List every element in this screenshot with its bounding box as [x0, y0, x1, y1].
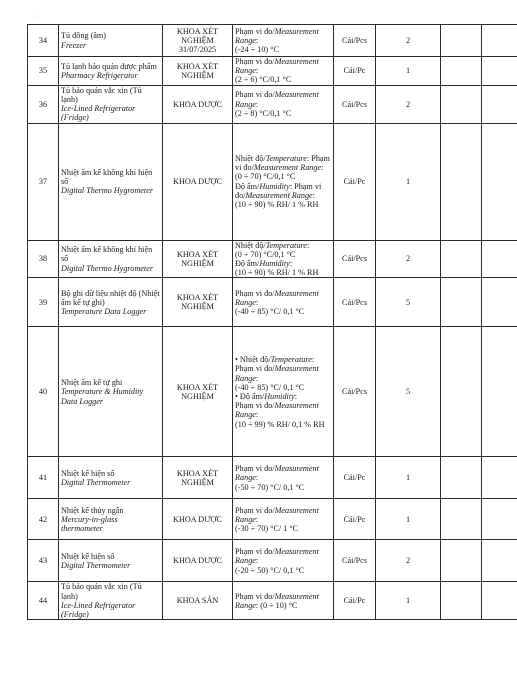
spec-text: (2 ÷ 8) °C/0,1 °C — [235, 108, 292, 118]
equipment-name — [59, 499, 163, 540]
equipment-name — [59, 25, 163, 57]
empty-cell — [441, 240, 482, 278]
spec-text: Phạm vi đo/ — [235, 547, 275, 557]
spec-text: Phạm vi đo/ — [235, 505, 275, 515]
quantity: 2 — [376, 540, 441, 582]
row-number: 44 — [28, 582, 59, 620]
table-row — [28, 25, 517, 57]
spec-text: : — [255, 297, 259, 307]
spec-text: Phạm vi đo/ — [235, 464, 275, 474]
empty-cell — [482, 499, 517, 540]
department: KHOA DƯỢC — [163, 499, 233, 540]
quantity: 1 — [376, 582, 441, 620]
unit: Cái/Pc — [334, 57, 376, 86]
table-row — [28, 240, 517, 278]
empty-cell — [482, 540, 517, 582]
department: KHOA DƯỢC — [163, 540, 233, 582]
measurement-spec — [233, 85, 334, 123]
spec-text: Humidity — [264, 391, 295, 401]
spec-text: Temperature — [265, 154, 307, 163]
equipment-name-vi: Bộ ghi dữ liệu nhiệt độ (Nhiệt ẩm kế tự ghi) — [61, 288, 160, 307]
department: KHOA XÉT NGHIỆM — [163, 57, 233, 86]
department: KHOA XÉT NGHIỆM — [163, 240, 233, 278]
equipment-name-vi: Nhiệt kế hiện số — [61, 468, 115, 478]
quantity: 5 — [376, 278, 441, 327]
equipment-name-en: Digital Thermo Hygrometer — [61, 263, 154, 273]
equipment-name-vi: Tủ đông (âm) — [61, 31, 107, 41]
empty-cell — [441, 25, 482, 57]
equipment-name-en: Digital Thermo Hygrometer — [61, 186, 154, 196]
spec-text: Measurement Range — [235, 364, 319, 383]
empty-cell — [441, 457, 482, 499]
quantity: 1 — [376, 123, 441, 240]
row-number: 41 — [28, 457, 59, 499]
spec-text: Measurement — [274, 591, 319, 601]
empty-cell — [441, 540, 482, 582]
spec-text: : — [255, 556, 259, 566]
department: KHOA XÉT NGHIỆM — [163, 457, 233, 499]
empty-cell — [482, 240, 517, 278]
empty-cell — [441, 327, 482, 457]
equipment-name — [59, 240, 163, 278]
equipment-name — [59, 278, 163, 327]
spec-text: : — [312, 190, 315, 200]
spec-text: (-20 ÷ 50) °C/ 0,1 °C — [235, 565, 305, 575]
empty-cell — [482, 457, 517, 499]
measurement-spec — [233, 25, 334, 57]
table-row — [28, 582, 517, 620]
equipment-name — [59, 582, 163, 620]
measurement-spec — [233, 123, 334, 240]
row-number: 40 — [28, 327, 59, 457]
empty-cell — [482, 327, 517, 457]
table-row — [28, 57, 517, 86]
equipment-name-en: Pharmacy Refrigerator — [61, 70, 138, 80]
spec-text: Nhiệt độ/ — [235, 240, 266, 250]
unit: Cái/Pc — [334, 499, 376, 540]
empty-cell — [482, 582, 517, 620]
spec-text: Measurement Range — [235, 505, 319, 524]
equipment-name-vi: Nhiệt ẩm kế không khí hiện số — [61, 245, 153, 264]
equipment-name-vi: Tủ lạnh bảo quản dược phẩm — [61, 61, 157, 71]
spec-text: Measurement Range — [235, 401, 319, 420]
table-row — [28, 327, 517, 457]
quantity: 1 — [376, 499, 441, 540]
quantity: 2 — [376, 85, 441, 123]
measurement-spec — [233, 582, 334, 620]
spec-text: Range — [235, 600, 256, 610]
empty-cell — [482, 278, 517, 327]
empty-cell — [441, 57, 482, 86]
spec-text: Độ ẩm/ — [235, 181, 260, 191]
equipment-name — [59, 457, 163, 499]
spec-text: : — [255, 66, 259, 76]
empty-cell — [441, 582, 482, 620]
table-row — [28, 499, 517, 540]
empty-cell — [482, 123, 517, 240]
spec-text: : — [255, 35, 259, 45]
row-number: 42 — [28, 499, 59, 540]
spec-text: : Phạm vi đo/ — [235, 181, 322, 200]
table-row — [28, 278, 517, 327]
equipment-name-vi: Nhiệt ẩm kế tự ghi — [61, 378, 123, 388]
equipment-name-en: Digital Thermometer — [61, 477, 131, 487]
row-number: 37 — [28, 123, 59, 240]
spec-text: : — [255, 410, 259, 420]
table-row — [28, 540, 517, 582]
spec-text: : Phạm vi đo/ — [235, 355, 315, 374]
measurement-spec — [233, 499, 334, 540]
equipment-name-en: Ice-Lined Refrigerator (Fridge) — [61, 600, 136, 620]
row-number: 36 — [28, 85, 59, 123]
quantity: 1 — [376, 457, 441, 499]
spec-text: : — [255, 514, 259, 524]
spec-text: Temperature — [270, 355, 312, 365]
equipment-table-body — [28, 25, 517, 620]
department: KHOA DƯỢC — [163, 123, 233, 240]
quantity: 2 — [376, 25, 441, 57]
empty-cell — [482, 57, 517, 86]
spec-text: Measurement Range — [235, 547, 319, 566]
spec-text: • Nhiệt độ/ — [235, 355, 271, 365]
measurement-spec — [233, 540, 334, 582]
table-row — [28, 85, 517, 123]
equipment-name — [59, 85, 163, 123]
spec-text: Measurement Range — [235, 464, 319, 483]
row-number: 35 — [28, 57, 59, 86]
empty-cell — [441, 85, 482, 123]
spec-text: (0 ÷ 70) °C/0,1 °C — [235, 249, 296, 259]
equipment-name-en: Mercury-in-glass thermometer — [61, 514, 118, 534]
spec-text: Humidity — [259, 259, 290, 269]
spec-text: (2 ÷ 6) °C/0,1 °C — [235, 75, 292, 85]
spec-text: : — [255, 373, 259, 383]
spec-text: Temperature — [265, 240, 307, 250]
spec-text: Phạm vi đo/ — [235, 591, 275, 601]
spec-text: Measurement Range — [235, 90, 319, 109]
empty-cell — [441, 278, 482, 327]
spec-text: (0 ÷ 70) °C/0,1 °C — [235, 172, 296, 182]
spec-text: Humidity — [259, 181, 290, 191]
equipment-table — [27, 24, 517, 620]
measurement-spec — [233, 327, 334, 457]
department: KHOA DƯỢC — [163, 85, 233, 123]
equipment-name-vi: Tủ bảo quản vắc xin (Tủ lạnh) — [61, 582, 142, 601]
equipment-name-vi: Nhiệt kế hiện số — [61, 551, 115, 561]
department: KHOA XÉT NGHIỆM — [163, 327, 233, 457]
spec-text: : — [255, 99, 259, 109]
empty-cell — [482, 85, 517, 123]
table-row — [28, 457, 517, 499]
department: KHOA XÉT NGHIỆM — [163, 278, 233, 327]
spec-text: Phạm vi đo/ — [235, 57, 275, 66]
spec-text: : — [306, 240, 310, 250]
unit: Cái/Pcs — [334, 327, 376, 457]
spec-text: : Phạm vi đo/ — [235, 154, 330, 173]
spec-text: Measurement Range — [253, 163, 322, 173]
equipment-name-en: Freezer — [61, 40, 87, 50]
spec-text: Phạm vi đo/ — [235, 288, 275, 298]
measurement-spec — [233, 457, 334, 499]
quantity: 5 — [376, 327, 441, 457]
spec-text: (-30 ÷ 70) °C/ 1 °C — [235, 524, 299, 534]
equipment-name-vi: Nhiệt ẩm kế không khí hiện số — [61, 167, 153, 186]
row-number: 39 — [28, 278, 59, 327]
spec-text: Measurement Range — [235, 26, 319, 45]
measurement-spec — [233, 57, 334, 86]
spec-text: : — [255, 473, 259, 483]
empty-cell — [482, 25, 517, 57]
spec-text: : — [321, 163, 324, 173]
measurement-spec — [233, 240, 334, 278]
department: KHOA XÉT NGHIỆM 31/07/2025 — [163, 25, 233, 57]
spec-text: • Độ ẩm/ — [235, 391, 265, 401]
unit: Cái/Pcs — [334, 85, 376, 123]
unit: Cái/Pc — [334, 123, 376, 240]
equipment-name-en: Temperature & Humidity Data Logger — [61, 387, 144, 406]
spec-text: Phạm vi đo/ — [235, 401, 275, 411]
quantity: 1 — [376, 57, 441, 86]
quantity: 2 — [376, 240, 441, 278]
spec-text: (10 ÷ 90) % RH/ 1 % RH — [235, 200, 319, 210]
measurement-spec — [233, 278, 334, 327]
spec-text: Nhiệt độ/ — [235, 154, 266, 163]
unit: Cái/Pc — [334, 457, 376, 499]
spec-text: : (0 ÷ 10) °C — [255, 600, 298, 610]
unit: Cái/Pc — [334, 582, 376, 620]
spec-text: Measurement Range — [235, 57, 319, 76]
unit: Cái/Pcs — [334, 540, 376, 582]
empty-cell — [441, 123, 482, 240]
spec-text: (-24 ÷ 10) °C — [235, 45, 279, 55]
row-number: 38 — [28, 240, 59, 278]
unit: Cái/Pcs — [334, 25, 376, 57]
equipment-name — [59, 57, 163, 86]
equipment-name-vi: Tủ bảo quản vắc xin (Tủ lạnh) — [61, 85, 142, 104]
table-row — [28, 123, 517, 240]
spec-text: Phạm vi đo/ — [235, 90, 275, 100]
spec-text: Phạm vi đo/ — [235, 26, 275, 36]
department: KHOA SẢN — [163, 582, 233, 620]
spec-text: Measurement Range — [245, 190, 313, 200]
spec-text: (10 ÷ 90) % RH/ 1 % RH — [235, 268, 319, 278]
row-number: 34 — [28, 25, 59, 57]
spec-text: (-40 ÷ 85) °C/ 0,1 °C — [235, 307, 305, 317]
scan-mark: · — [34, 14, 36, 20]
equipment-name — [59, 327, 163, 457]
equipment-name-vi: Nhiệt kế thủy ngân — [61, 505, 124, 515]
spec-text: Measurement Range — [235, 288, 319, 307]
spec-text: Độ ẩm/ — [235, 259, 260, 269]
spec-text: : — [294, 391, 298, 401]
spec-text: (10 ÷ 99) % RH/ 0,1 % RH — [235, 419, 325, 429]
equipment-name-en: Digital Thermometer — [61, 560, 131, 570]
spec-text: : — [289, 259, 293, 269]
unit: Cái/Pcs — [334, 240, 376, 278]
equipment-name — [59, 540, 163, 582]
equipment-name-en: Temperature Data Logger — [61, 307, 147, 317]
equipment-name-en: Ice-Lined Refrigerator (Fridge) — [61, 104, 136, 123]
row-number: 43 — [28, 540, 59, 582]
spec-text: (-40 ÷ 85) °C/ 0,1 °C — [235, 382, 305, 392]
empty-cell — [441, 499, 482, 540]
spec-text: (-50 ÷ 70) °C/ 0,1 °C — [235, 482, 305, 492]
unit: Cái/Pcs — [334, 278, 376, 327]
equipment-name — [59, 123, 163, 240]
